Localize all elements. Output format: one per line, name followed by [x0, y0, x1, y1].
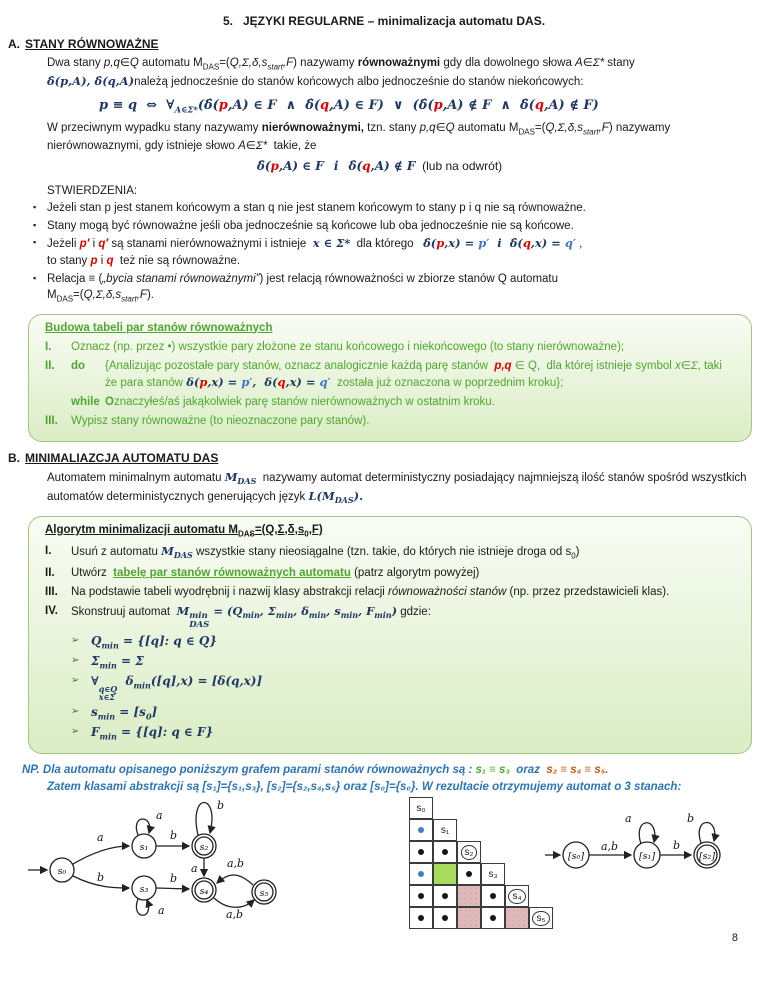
math-run: δ̂( — [423, 236, 437, 251]
text-run: Dwa stany — [47, 57, 104, 69]
box2-substeps — [71, 633, 737, 743]
para-minimal-automaton — [47, 469, 752, 507]
subscript: DAS — [202, 62, 220, 72]
example-note-line2: Zatem klasami abstrakcji są [s₁]={s₁,s₃}, [s₂]={s₂,s₄,s₅} oraz [s₀]={s₀}. W rezultacie otrzymujemy automat o 3 stanach: — [47, 781, 682, 794]
edge-label: a,b — [227, 857, 245, 870]
subscript: start — [121, 294, 137, 304]
subscript: DAS — [334, 495, 354, 506]
edge-label: a — [97, 831, 104, 844]
state-label: s₅ — [259, 888, 269, 899]
text-run: , — [575, 238, 583, 251]
nonequivalent-pair-cell — [481, 885, 505, 907]
while-keyword: while — [71, 395, 100, 408]
italic-run: „bycia stanami równoważnymi” — [102, 272, 260, 285]
edge-label: b — [170, 872, 178, 885]
step-number: III. — [45, 585, 58, 598]
subscript: DAS — [56, 294, 74, 304]
step-text — [71, 565, 737, 581]
edge-label: b — [687, 812, 695, 825]
black-dot-mark — [418, 849, 424, 855]
equivalence-formula — [99, 98, 752, 116]
text-run: ) nazywamy nierównowaznymi, gdy istnieje słowo — [47, 122, 671, 153]
text-run: Automatem minimalnym automatu — [47, 471, 225, 484]
arrowhead-icon: ➢ — [71, 705, 80, 717]
page-title: 5. JĘZYKI REGULARNE – minimalizacja automatu DAS. — [222, 14, 546, 28]
step-text — [71, 584, 737, 600]
equivalent-pair-orange: s₂ ≡ s₄ ≡ s₅. — [546, 764, 609, 777]
state-label: s₃ — [139, 884, 149, 895]
step-number-empty — [45, 394, 71, 410]
supsub — [189, 612, 209, 630]
arrowhead-icon: ➢ — [71, 654, 80, 666]
box2-step-4 — [45, 603, 737, 630]
step-text — [71, 543, 737, 561]
marked-pair-cell — [457, 885, 481, 907]
math-run: x∈Σ — [675, 359, 698, 372]
subscript: DAS — [237, 476, 257, 487]
text-run: takie, że — [267, 140, 317, 153]
text-run: =(Q,Σ,δ,s — [254, 523, 305, 536]
minimization-algorithm-box — [28, 516, 752, 754]
black-dot-mark — [442, 893, 448, 899]
text-run: Relacja ≡ ( — [47, 272, 103, 285]
arrowhead-icon: ➢ — [71, 725, 80, 737]
text-run: i — [97, 254, 107, 267]
substep-smin — [71, 704, 737, 722]
text-run: gdzie: — [397, 605, 431, 618]
table-construction-box — [28, 314, 752, 442]
formula-run: (δ̂( — [197, 97, 219, 113]
subscript: min — [275, 610, 294, 621]
edge-label: b — [673, 839, 681, 852]
state-q: q — [362, 158, 371, 173]
subscript: DAS — [173, 550, 193, 561]
text-run: ). — [146, 288, 154, 301]
subscript: min — [242, 610, 260, 621]
subscript: start — [583, 127, 599, 137]
formula-run: ,A) ∉ F — [370, 158, 416, 173]
text-run: M — [47, 288, 57, 301]
box1-step-2 — [45, 358, 737, 391]
state-p: p — [270, 158, 279, 173]
black-dot-mark — [442, 849, 448, 855]
text-run: Skonstruuj automat — [71, 605, 177, 618]
step-text — [105, 358, 737, 391]
edge-label: a — [158, 904, 165, 917]
selfloop-s3 — [136, 899, 148, 915]
text-run: ∈ Q, dla której istnieje symbol — [511, 359, 675, 372]
state-q-prime: q′ — [319, 374, 331, 389]
math-run: ,F — [136, 288, 147, 301]
subscript: start — [267, 62, 283, 72]
math-run: ,x) = — [207, 374, 242, 389]
automaton-graph-original — [22, 788, 362, 961]
text-run: nazywamy automat deterministyczny posiadający najmniejszą ilość stanów spośród wszystkich automatów deterministycznych generujących język — [47, 471, 747, 503]
page-content — [0, 37, 768, 797]
substep-fmin — [71, 724, 737, 742]
text-run: Algorytm minimalizacji automatu M — [45, 523, 238, 536]
text-run: i — [89, 238, 99, 251]
text-run: (np. przez przedstawicieli klas). — [506, 585, 670, 598]
box2-step-3 — [45, 584, 737, 600]
marked-pair-cell — [457, 907, 481, 929]
list-item — [33, 200, 752, 216]
equivalent-pair-cell — [433, 863, 457, 885]
text-run: =( — [219, 57, 230, 69]
bullet-icon: ▪ — [33, 201, 37, 212]
text-run: , taki że para stanów — [105, 359, 722, 389]
text-run: ) — [293, 57, 297, 69]
math-run: i — [489, 236, 510, 251]
math-run: Q,Σ,δ,s — [229, 57, 268, 69]
superscript: min — [189, 610, 208, 621]
text-run: też nie są równoważne. — [113, 254, 241, 267]
text-run: {Analizując pozostałe pary stanów, oznacz analogicznie każdą parę stanów — [105, 359, 495, 372]
state-p: p — [433, 97, 443, 113]
math-run: M — [224, 469, 238, 484]
math-run: M — [161, 544, 174, 559]
math-run: L(M — [308, 488, 335, 503]
bold-run: nierównoważnymi, — [261, 122, 364, 135]
subscript: min — [340, 610, 359, 621]
step-number: I. — [45, 340, 52, 353]
state-p-prime: p′ — [79, 238, 90, 251]
substep-formula: $s_{min} = [s_0]$ — [91, 704, 158, 722]
text-run: są stanami nierównoważnymi i istnieje — [108, 238, 313, 251]
step-number: I. — [45, 545, 52, 558]
black-dot-mark — [418, 893, 424, 899]
formula-subscript: A∈Σ* — [174, 105, 198, 116]
nonequivalent-pair-cell — [409, 819, 433, 841]
subscript: 0 — [571, 551, 576, 561]
state-pair: p,q — [494, 359, 512, 372]
subscript: min — [374, 610, 392, 621]
box2-heading — [45, 524, 737, 538]
bold-run: O — [105, 395, 114, 408]
table-diagonal-cell — [457, 841, 481, 863]
state-q: q — [277, 374, 286, 389]
blue-dot-mark — [418, 827, 424, 833]
section-b-heading — [8, 451, 752, 465]
table-state-label: s₅ — [532, 911, 549, 926]
text-run: =( — [534, 122, 546, 135]
state-q-prime: q′ — [98, 238, 109, 251]
subscript: 0 — [304, 529, 309, 539]
math-run: ,x) = — [444, 236, 479, 251]
state-label: s₀ — [57, 866, 67, 877]
math-run: ,F — [282, 57, 294, 69]
math-run: δ̂(p,A), δ̂(q,A) — [47, 73, 135, 88]
math-run: ,F — [598, 122, 609, 135]
text-run: Usuń z automatu — [71, 546, 162, 559]
black-dot-mark — [490, 893, 496, 899]
statement-text — [47, 271, 752, 305]
edge-label: b — [217, 799, 225, 812]
table-diagonal-cell — [529, 907, 553, 929]
table-diagonal-cell — [433, 819, 457, 841]
nonequivalent-pair-cell — [409, 841, 433, 863]
selfloop-s2 — [196, 802, 212, 835]
text-run: została już oznaczona w poprzednim kroku}; — [330, 376, 564, 389]
arrowhead-icon: ➢ — [71, 674, 80, 686]
example-note-line1 — [22, 762, 752, 779]
step-number: IV. — [45, 604, 59, 617]
selfloop-s1 — [136, 819, 149, 835]
edge-label: b — [170, 829, 178, 842]
math-run: A∈Σ* — [238, 140, 268, 153]
text-run: Utwórz — [71, 566, 114, 579]
box2-step-2 — [45, 565, 737, 581]
text-run: (patrz algorytm powyżej) — [350, 566, 480, 579]
substep-deltamin — [71, 673, 737, 702]
edge-s0-s1 — [73, 846, 129, 864]
text-run: =( — [73, 288, 84, 301]
formula-run: ,A) ∈ F) ∨ (δ̂( — [329, 97, 434, 113]
text-run: nazywamy — [296, 57, 358, 69]
nonequivalent-pair-cell — [433, 907, 457, 929]
do-keyword: do — [71, 359, 86, 372]
step-text: Wypisz stany równoważne (to nieoznaczone pary stanów). — [71, 414, 370, 427]
selfloop-s2 — [699, 822, 715, 843]
subscript: DAS — [518, 127, 535, 137]
state-p-prime: p′ — [478, 236, 490, 251]
text-run: (lub na odwrót) — [415, 158, 503, 173]
state-p: p — [90, 254, 98, 267]
arrowhead-icon: ➢ — [71, 634, 80, 646]
math-run: x ∈ Σ* — [312, 236, 351, 251]
box1-while-row — [45, 394, 737, 410]
list-item — [33, 218, 752, 234]
subscript: min — [308, 610, 327, 621]
box1-step-1 — [45, 339, 737, 355]
table-state-label: s₂ — [461, 845, 478, 860]
edge-s3-s4 — [156, 888, 189, 889]
math-run: M — [176, 603, 190, 618]
step-number: II. — [45, 566, 55, 579]
forall-subscripts: q∈Q x∈Σ — [98, 683, 118, 703]
text-run: automatu M — [138, 57, 203, 69]
table-state-label: s₁ — [440, 824, 450, 836]
state-p: p — [436, 236, 445, 251]
substep-formula: $\Sigma_{min} = \Sigma$ — [91, 653, 144, 671]
text-run: ,F) — [308, 523, 323, 536]
step-number: III. — [45, 414, 58, 427]
section-a-title: STANY RÓWNOWAŻNE — [25, 37, 159, 51]
page-number: 8 — [731, 932, 738, 944]
formula-run: δ̂( — [348, 158, 363, 173]
table-diagonal-cell — [409, 797, 433, 819]
state-label: [s₀] — [567, 851, 585, 862]
table-reference-link[interactable]: tabelę par stanów równoważnych automatu — [113, 566, 351, 579]
box2-step-1 — [45, 543, 737, 561]
state-p: p — [218, 97, 228, 113]
edge-label: a — [156, 809, 163, 822]
text-run: gdy dla dowolnego słowa — [440, 57, 576, 69]
statement-text — [47, 235, 752, 269]
text-run: znaczyłeś/aś jakąkolwiek parę stanów nierównoważnych w ostatnim kroku. — [113, 395, 495, 408]
text-run: ) — [575, 546, 580, 559]
nonequivalent-pair-cell — [481, 907, 505, 929]
table-state-label: s₀ — [416, 802, 426, 814]
edge-label: a,b — [601, 840, 619, 853]
substep-formula: $F_{min} = \{[q]$: q ∈ F} — [91, 724, 214, 742]
nonequivalent-pair-cell — [433, 885, 457, 907]
nonequivalent-pair-cell — [457, 863, 481, 885]
state-label: s₁ — [139, 842, 149, 853]
text-run: automatu M — [454, 122, 519, 135]
marked-pair-cell — [505, 907, 529, 929]
list-item — [33, 271, 752, 305]
section-b-title: MINIMALIAZCJA AUTOMATU DAS — [25, 450, 219, 465]
figures-strip — [0, 788, 768, 958]
state-label: [s₂] — [698, 851, 716, 862]
substep-formula: ∀ q∈Q x∈Σ $\delta_{min}([q],x) = [\delta(q,x)]$ — [91, 673, 263, 703]
state-q-prime: q′ — [564, 236, 576, 251]
box1-step-3 — [45, 413, 737, 429]
math-run: = (Q — [209, 603, 243, 618]
subscript: DAS — [237, 529, 255, 539]
text-run: Na podstawie tabeli wyodrębnij i nazwij klasy abstrakcji relacji — [71, 585, 389, 598]
subscript: DAS — [189, 619, 210, 630]
counterexample-formula — [47, 159, 712, 173]
math-run: p,q∈Q — [419, 122, 455, 135]
formula-run: p ≡ q ⇔ ∀ — [99, 97, 175, 113]
step-text: Oznacz (np. przez •) wszystkie pary złożone ze stanu końcowego i niekońcowego (to stany nierównoważne); — [71, 340, 625, 353]
text-run: oraz — [509, 764, 547, 777]
math-run: ,x) = — [285, 374, 320, 389]
nonequivalent-pair-cell — [433, 841, 457, 863]
bullet-icon: ▪ — [33, 237, 37, 248]
para-nonequivalent — [47, 120, 752, 155]
edge-s5-s4 — [217, 875, 253, 885]
step-text — [105, 394, 737, 410]
formula-run: ,A) ∉ F) — [543, 97, 599, 113]
para-equivalence-definition — [47, 55, 752, 91]
state-q: q — [106, 254, 114, 267]
text-run: Jeżeli — [47, 238, 80, 251]
statement-text: Stany mogą być równoważne jeśli oba jednocześnie są końcowe lub oba jednocześnie nie są końcowe. — [47, 219, 574, 232]
list-item — [33, 235, 752, 269]
formula-run: ,A) ∉ F ∧ δ̂( — [442, 97, 535, 113]
edge-label: a — [625, 812, 632, 825]
formula-run: δ̂( — [256, 158, 271, 173]
nonequivalent-pair-cell — [409, 863, 433, 885]
box1-heading: Budowa tabeli par stanów równoważnych — [45, 321, 273, 334]
equivalent-pair-green: s₁ ≡ s₃ — [475, 764, 510, 777]
bullet-icon: ▪ — [33, 272, 37, 283]
statements-list — [33, 200, 752, 305]
text-run: W przeciwnym wypadku stany nazywamy — [47, 122, 262, 135]
math-run: ). — [353, 488, 364, 503]
math-run: Q,Σ,δ,s — [545, 122, 584, 135]
substep-qmin — [71, 633, 737, 651]
black-dot-mark — [442, 915, 448, 921]
bold-run: równoważnymi — [357, 57, 441, 69]
nonequivalent-pair-cell — [409, 885, 433, 907]
text-run: NP. Dla automatu opisanego poniższym grafem parami stanów równoważnych są : — [22, 764, 476, 777]
blue-dot-mark — [418, 871, 424, 877]
formula-run: ,A) ∈ F — [278, 158, 324, 173]
math-run: , Σ — [259, 603, 276, 618]
math-run: , δ — [293, 603, 309, 618]
bullet-icon: ▪ — [33, 219, 37, 230]
edge-label: a,b — [226, 908, 244, 921]
state-p: p — [199, 374, 208, 389]
text-run: wszystkie stany nieosiągalne (tzn. takie, do których nie istnieje droga od s — [192, 546, 572, 559]
state-label: s₂ — [199, 842, 209, 853]
formula-run: i — [333, 158, 339, 173]
black-dot-mark — [490, 915, 496, 921]
text-run: dla którego — [350, 238, 424, 251]
state-label: s₄ — [199, 886, 209, 897]
formula-run: ,A) ∈ F ∧ δ̂( — [227, 97, 321, 113]
statements-heading: STWIERDZENIA: — [47, 184, 138, 197]
math-run: p,q∈Q — [103, 57, 139, 69]
table-diagonal-cell — [481, 863, 505, 885]
state-q: q — [320, 97, 330, 113]
automaton-graph-minimized — [543, 803, 758, 886]
section-b-label: B. — [8, 450, 20, 465]
text-run: ) jest relacją równoważności w zbiorze stanów Q automatu — [259, 272, 559, 285]
math-run: Q,Σ,δ,s — [83, 288, 122, 301]
black-dot-mark — [418, 915, 424, 921]
equivalence-table — [409, 797, 559, 931]
edge-s4-s5 — [214, 898, 254, 907]
edge-label: a — [191, 862, 198, 875]
table-state-label: s₃ — [488, 868, 498, 880]
statement-text: Jeżeli stan p jest stanem końcowym a stan q nie jest stanem końcowym to stany p i q nie są równoważne. — [47, 201, 586, 214]
math-run: , δ( — [252, 374, 278, 389]
math-run: δ̂( — [509, 236, 523, 251]
state-label: [s₁] — [638, 851, 656, 862]
table-state-label: s₄ — [508, 889, 525, 904]
math-run: , F — [358, 603, 375, 618]
text-run: to stany — [47, 254, 91, 267]
table-diagonal-cell — [505, 885, 529, 907]
text-run: stany — [604, 57, 635, 69]
edge-label: b — [97, 871, 105, 884]
text-run: tzn. stany — [363, 122, 420, 135]
section-a-heading — [8, 37, 752, 51]
section-a-label: A. — [8, 37, 20, 51]
state-q: q — [522, 236, 531, 251]
step-number: II. — [45, 359, 55, 372]
text-run: należą jednocześnie do stanów końcowych albo jednocześnie do stanów niekońcowych: — [134, 75, 584, 88]
substep-sigmamin — [71, 653, 737, 671]
state-p-prime: p′ — [241, 374, 253, 389]
math-run: ,x) = — [530, 236, 565, 251]
math-run: ) — [391, 603, 398, 618]
black-dot-mark — [466, 871, 472, 877]
nonequivalent-pair-cell — [409, 907, 433, 929]
substep-formula: $Q_{min} = \{[q]$: q ∈ Q} — [91, 633, 218, 650]
state-q: q — [534, 97, 544, 113]
italic-run: równoważności stanów — [388, 585, 507, 598]
selfloop-s1 — [639, 823, 655, 844]
math-run: δ( — [186, 374, 200, 389]
math-run: , s — [326, 603, 341, 618]
math-run: A∈Σ* — [575, 57, 605, 69]
step-text — [71, 603, 737, 630]
